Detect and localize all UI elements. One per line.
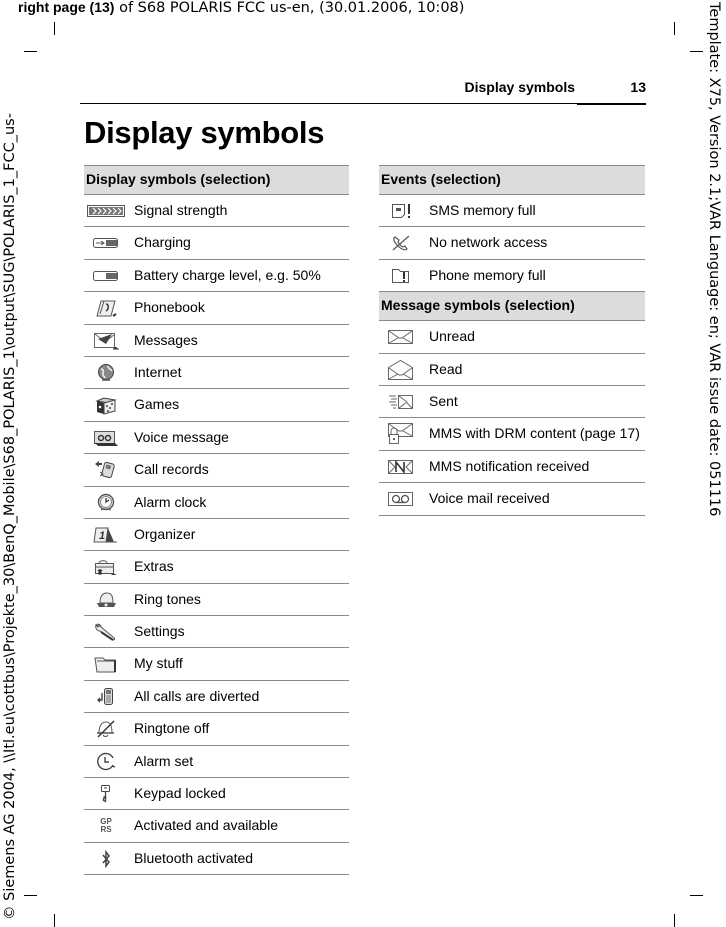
crop-mark xyxy=(690,895,703,896)
table-row xyxy=(84,487,349,519)
my-stuff-folder-icon xyxy=(86,654,126,674)
table-row xyxy=(84,422,349,454)
table-header: Message symbols (selection) xyxy=(379,292,645,321)
table-row xyxy=(379,386,645,418)
row-label: Unread xyxy=(429,328,475,345)
charging-icon xyxy=(86,233,126,253)
table-row xyxy=(84,260,349,292)
running-head xyxy=(80,77,646,104)
row-label: Ring tones xyxy=(134,590,201,607)
table-row xyxy=(84,357,349,389)
row-label: Organizer xyxy=(134,525,196,542)
sms-memory-full-icon xyxy=(381,201,421,221)
table-row xyxy=(84,389,349,421)
table-row xyxy=(84,746,349,778)
mms-notification-icon xyxy=(381,457,421,477)
crop-mark xyxy=(54,22,55,35)
crop-mark xyxy=(24,895,37,896)
row-label: Settings xyxy=(134,623,185,640)
gprs-icon-bottom: RS xyxy=(100,825,112,835)
crop-mark xyxy=(674,22,675,35)
print-header-page: right page (13) xyxy=(18,0,115,15)
row-label: Read xyxy=(429,360,463,377)
row-label: Voice message xyxy=(134,428,229,445)
row-label: Charging xyxy=(134,234,191,251)
gprs-icon xyxy=(86,816,126,836)
table-row xyxy=(84,810,349,842)
phonebook-icon xyxy=(86,298,126,318)
crop-mark xyxy=(24,51,37,52)
table-row xyxy=(84,292,349,324)
table-row xyxy=(379,354,645,386)
table-row xyxy=(379,451,645,483)
row-label: Messages xyxy=(134,331,198,348)
table-row xyxy=(84,454,349,486)
alarm-clock-icon xyxy=(86,493,126,513)
print-header-doc: of S68 POLARIS FCC us-en, (30.01.2006, 10:08) xyxy=(114,0,465,16)
table-row xyxy=(84,713,349,745)
mms-drm-lock-icon xyxy=(381,424,421,444)
display-symbols-table xyxy=(84,165,349,875)
table-header: Display symbols (selection) xyxy=(84,165,349,195)
row-label: Battery charge level, e.g. 50% xyxy=(134,266,321,283)
table-row xyxy=(84,681,349,713)
events-messages-table xyxy=(379,165,645,516)
call-records-icon xyxy=(86,460,126,480)
template-info-text: Template: X75, Version 2.1;VAR Language: en; VAR issue date: 051116 xyxy=(706,2,722,517)
running-head-title: Display symbols xyxy=(464,79,575,95)
internet-globe-icon xyxy=(86,363,126,383)
read-envelope-icon xyxy=(381,360,421,380)
page-number-rule xyxy=(577,103,646,105)
row-label: Internet xyxy=(134,363,182,380)
row-label: Bluetooth activated xyxy=(134,849,254,866)
organizer-calendar-icon xyxy=(86,525,126,545)
row-label: My stuff xyxy=(134,655,183,672)
extras-toolbox-icon xyxy=(86,557,126,577)
table-row xyxy=(379,260,645,292)
signal-strength-icon xyxy=(86,201,126,221)
ringtone-off-icon xyxy=(86,719,126,739)
table-row xyxy=(84,519,349,551)
sent-envelope-icon xyxy=(381,392,421,412)
table-row xyxy=(84,584,349,616)
crop-mark xyxy=(54,914,55,927)
gprs-icon-top: GP xyxy=(100,817,112,827)
row-label: Extras xyxy=(134,558,174,575)
row-label: MMS notification received xyxy=(429,457,590,474)
row-label: Activated and available xyxy=(134,817,278,834)
call-divert-icon xyxy=(86,687,126,707)
voice-mail-icon xyxy=(381,489,421,509)
settings-wrench-icon xyxy=(86,622,126,642)
row-label: Call records xyxy=(134,461,209,478)
row-label: Keypad locked xyxy=(134,785,226,802)
row-label: Phonebook xyxy=(134,299,205,316)
phone-memory-full-icon xyxy=(381,266,421,286)
row-label: Games xyxy=(134,396,180,413)
table-row xyxy=(379,418,645,450)
row-label: All calls are diverted xyxy=(134,687,260,704)
table-header: Events (selection) xyxy=(379,165,645,195)
row-label: Ringtone off xyxy=(134,720,210,737)
row-label: Voice mail received xyxy=(429,490,550,507)
table-row xyxy=(84,227,349,259)
page-title: Display symbols xyxy=(84,115,325,150)
keypad-locked-key-icon xyxy=(86,784,126,804)
row-label: Signal strength xyxy=(134,202,228,218)
games-dice-icon xyxy=(86,395,126,415)
table-row xyxy=(84,195,349,227)
row-label: SMS memory full xyxy=(429,202,536,218)
row-label: Phone memory full xyxy=(429,266,546,283)
crop-mark xyxy=(690,51,703,52)
unread-envelope-icon xyxy=(381,327,421,347)
row-label: Alarm set xyxy=(134,752,194,769)
voice-message-icon xyxy=(86,428,126,448)
no-network-icon xyxy=(381,233,421,253)
row-label: Alarm clock xyxy=(134,493,207,510)
messages-icon xyxy=(86,331,126,351)
table-row xyxy=(84,778,349,810)
table-row xyxy=(84,648,349,680)
copyright-path-text: © Siemens AG 2004, \\Itl.eu\cottbus\Projekte_30\BenQ_Mobile\S68_POLARIS_1\output\SUG\POLARIS_1_FCC_us- xyxy=(2,113,18,920)
table-row xyxy=(84,551,349,583)
row-label: MMS with DRM content (page 17) xyxy=(429,425,640,442)
table-row xyxy=(379,321,645,353)
alarm-set-icon xyxy=(86,752,126,772)
table-row xyxy=(379,227,645,259)
page-number: 13 xyxy=(630,79,646,95)
bluetooth-icon xyxy=(86,849,126,869)
table-row xyxy=(84,843,349,875)
table-row xyxy=(84,325,349,357)
svg-text:1: 1 xyxy=(99,529,106,542)
table-row xyxy=(379,483,645,515)
print-header xyxy=(18,0,464,16)
ring-tones-bell-icon xyxy=(86,590,126,610)
row-label: Sent xyxy=(429,392,458,409)
table-row xyxy=(379,195,645,227)
battery-icon xyxy=(86,266,126,286)
crop-mark xyxy=(674,914,675,927)
row-label: No network access xyxy=(429,234,548,251)
table-row xyxy=(84,616,349,648)
